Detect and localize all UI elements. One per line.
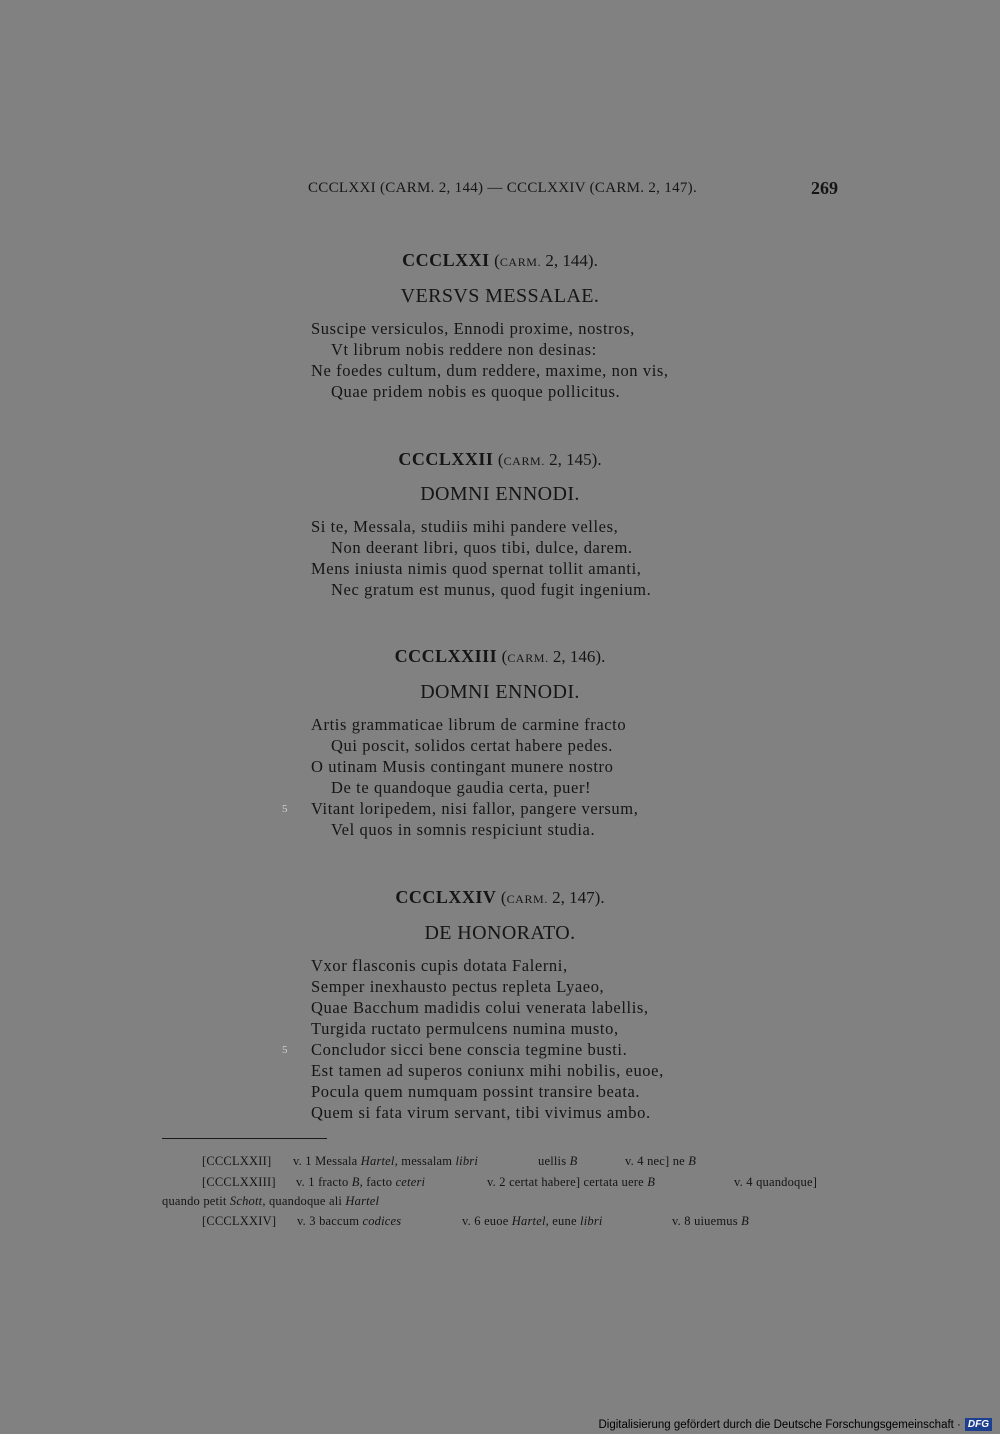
apparatus-entry: eune bbox=[552, 1214, 577, 1228]
poem-numeral: CCCLXXI bbox=[402, 250, 490, 270]
verse-line: Concludor sicci bene conscia tegmine busti. bbox=[311, 1040, 628, 1059]
verse-line: Si te, Messala, studiis mihi pandere velles, bbox=[311, 517, 619, 536]
apparatus-entry: messalam bbox=[401, 1154, 453, 1168]
digitization-footer bbox=[598, 1417, 992, 1432]
verse-line: Non deerant libri, quos tibi, dulce, darem. bbox=[331, 538, 633, 557]
poem-heading: CCCLXXI (CARM. 2, 144). bbox=[402, 250, 598, 270]
carm-label: CARM. bbox=[503, 454, 545, 468]
verse-line: Vitant loripedem, nisi fallor, pangere versum, bbox=[311, 799, 639, 818]
apparatus-source: libri bbox=[455, 1154, 479, 1168]
apparatus-entry: facto bbox=[366, 1175, 393, 1189]
dfg-logo: DFG bbox=[965, 1418, 992, 1431]
carm-label: CARM. bbox=[506, 892, 548, 906]
apparatus-entry: v. 1 Messala bbox=[293, 1154, 358, 1168]
poem-title: DE HONORATO. bbox=[424, 922, 576, 944]
poem-title: DOMNI ENNODI. bbox=[420, 483, 580, 505]
verse-line: Qui poscit, solidos certat habere pedes. bbox=[331, 736, 613, 755]
verse-line: Semper inexhausto pectus repleta Lyaeo, bbox=[311, 977, 605, 996]
apparatus-source: B, bbox=[351, 1175, 363, 1189]
apparatus-entry: v. 3 baccum bbox=[297, 1214, 360, 1228]
verse-line: Est tamen ad superos coniunx mihi nobilis, euoe, bbox=[311, 1061, 664, 1080]
verse-line: Ne foedes cultum, dum reddere, maxime, non vis, bbox=[311, 361, 669, 380]
apparatus-tag: [CCCLXXIII] bbox=[202, 1175, 276, 1189]
apparatus-entry: uellis bbox=[538, 1154, 567, 1168]
verse-line: O utinam Musis contingant munere nostro bbox=[311, 757, 614, 776]
verse-line: Nec gratum est munus, quod fugit ingenium. bbox=[331, 580, 652, 599]
apparatus-source: codices bbox=[362, 1214, 402, 1228]
carm-ref: 2, 147 bbox=[552, 888, 595, 907]
verse-line: De te quandoque gaudia certa, puer! bbox=[331, 778, 592, 797]
apparatus-source: Hartel bbox=[345, 1194, 380, 1208]
poem-numeral: CCCLXXIV bbox=[395, 887, 497, 907]
verse-line: Quae pridem nobis es quoque pollicitus. bbox=[331, 382, 621, 401]
apparatus-source: Schott, bbox=[229, 1194, 266, 1208]
carm-ref: 2, 145 bbox=[549, 450, 592, 469]
line-number: 5 bbox=[282, 803, 288, 815]
poem-heading: CCCLXXII (CARM. 2, 145). bbox=[398, 449, 602, 469]
apparatus-source: Hartel, bbox=[511, 1214, 549, 1228]
carm-ref: 2, 144 bbox=[545, 251, 588, 270]
verse-line: Vel quos in somnis respiciunt studia. bbox=[331, 820, 596, 839]
apparatus-entry: v. 4 nec] ne bbox=[625, 1154, 685, 1168]
apparatus-entry: v. 1 fracto bbox=[296, 1175, 349, 1189]
verse-line: Quem si fata virum servant, tibi vivimus ambo. bbox=[311, 1103, 651, 1122]
footer-text: Digitalisierung gefördert durch die Deutsche Forschungsgemeinschaft · bbox=[598, 1418, 961, 1431]
apparatus-source: ceteri bbox=[395, 1175, 426, 1189]
verse-line: Artis grammaticae librum de carmine fracto bbox=[311, 715, 627, 734]
carm-label: CARM. bbox=[507, 651, 549, 665]
verse-line: Suscipe versiculos, Ennodi proxime, nostros, bbox=[311, 319, 635, 338]
poem-heading: CCCLXXIV (CARM. 2, 147). bbox=[395, 887, 605, 907]
running-head bbox=[308, 180, 838, 204]
carm-ref: 2, 146 bbox=[552, 647, 596, 666]
apparatus-tag: [CCCLXXIV] bbox=[202, 1214, 277, 1228]
poem-title: VERSVS MESSALAE. bbox=[400, 285, 600, 307]
running-title: CCCLXXI (CARM. 2, 144) — CCCLXXIV (CARM. 2, 147). bbox=[308, 180, 698, 196]
verse-line: Quae Bacchum madidis colui venerata labellis, bbox=[311, 998, 649, 1017]
apparatus-entry: quando petit bbox=[162, 1194, 227, 1208]
apparatus-source: B bbox=[688, 1154, 697, 1168]
apparatus-entry: quandoque ali bbox=[268, 1194, 343, 1208]
apparatus-source: B bbox=[741, 1214, 749, 1228]
verse-line: Vt librum nobis reddere non desinas: bbox=[331, 340, 597, 359]
apparatus-entry: v. 8 uiuemus bbox=[672, 1214, 738, 1228]
apparatus-entry: v. 6 euoe bbox=[462, 1214, 509, 1228]
page-number: 269 bbox=[811, 178, 838, 198]
apparatus-source: B bbox=[647, 1175, 656, 1189]
poem-numeral: CCCLXXII bbox=[398, 449, 494, 469]
line-number: 5 bbox=[282, 1044, 288, 1056]
verse-line: Mens iniusta nimis quod spernat tollit amanti, bbox=[311, 559, 642, 578]
apparatus-source: Hartel, bbox=[360, 1154, 398, 1168]
apparatus-entry: v. 4 quandoque] bbox=[734, 1175, 818, 1189]
verse-line: Vxor flasconis cupis dotata Falerni, bbox=[311, 956, 568, 975]
verse-line: Pocula quem numquam possint transire beata. bbox=[311, 1082, 641, 1101]
apparatus-source: libri bbox=[580, 1214, 603, 1228]
verse-line: Turgida ructato permulcens numina musto, bbox=[311, 1019, 619, 1038]
footnote-rule bbox=[162, 1138, 327, 1139]
carm-label: CARM. bbox=[499, 255, 542, 269]
apparatus-note-ccclxxiii-cont bbox=[162, 1194, 379, 1209]
apparatus-entry: v. 2 certat habere] certata uere bbox=[487, 1175, 644, 1189]
poem-numeral: CCCLXXIII bbox=[394, 646, 498, 666]
apparatus-tag: [CCCLXXII] bbox=[202, 1154, 272, 1168]
poem-title: DOMNI ENNODI. bbox=[420, 681, 580, 703]
poem-heading: CCCLXXIII (CARM. 2, 146). bbox=[394, 646, 606, 666]
apparatus-source: B bbox=[569, 1154, 578, 1168]
